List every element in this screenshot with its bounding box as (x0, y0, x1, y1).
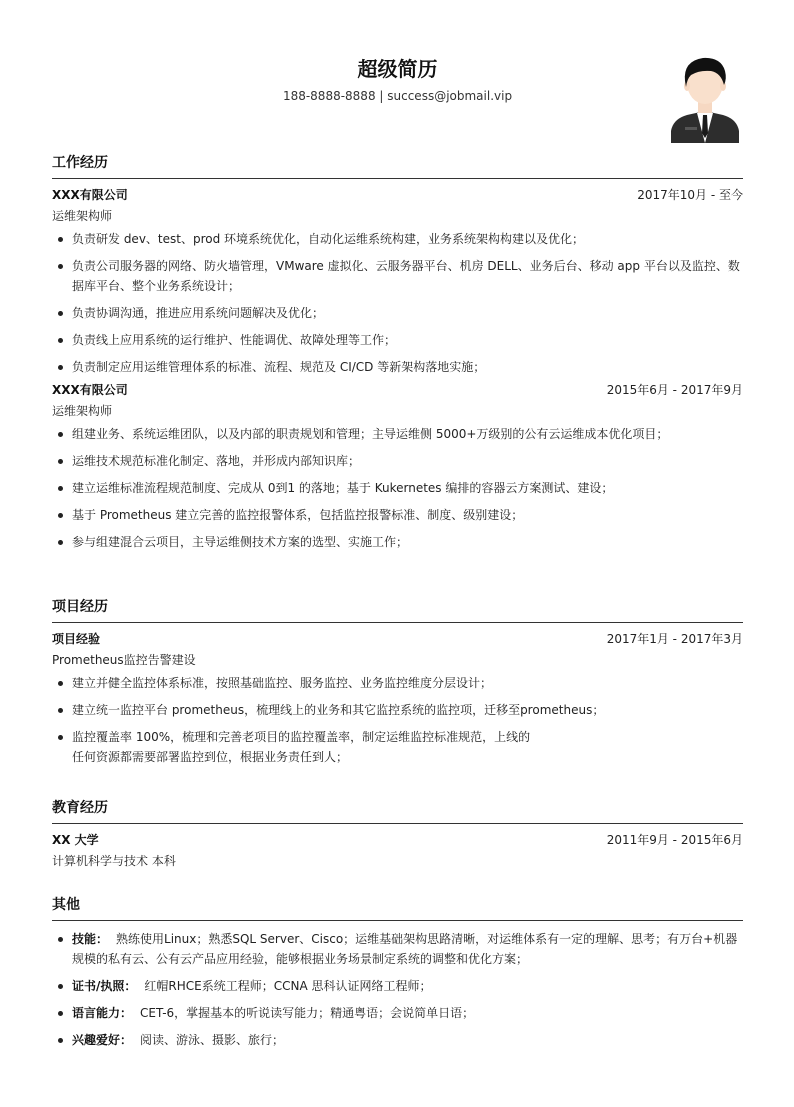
education-section (52, 797, 743, 870)
section-title: 其他 (52, 894, 743, 921)
item-text: 红帽RHCE系统工程师；CCNA 思科认证网络工程师； (144, 979, 432, 993)
avatar (669, 53, 741, 143)
work-entry (52, 380, 743, 552)
resume-name: 超级简历 (357, 57, 438, 81)
list-item (52, 976, 743, 996)
work-entry (52, 185, 743, 377)
entry-date: 2017年10月 - 至今 (637, 188, 743, 202)
list-item: 建立统一监控平台 prometheus，梳理线上的业务和其它监控系统的监控项，迁移至prometheus； (52, 700, 743, 720)
section-title: 工作经历 (52, 152, 743, 179)
list-item: 运维技术规范标准化制定、落地，并形成内部知识库； (52, 451, 743, 471)
list-item: 负责研发 dev、test、prod 环境系统优化，自动化运维系统构建，业务系统架构构建以及优化； (52, 229, 743, 249)
company-name: XXX有限公司 (52, 383, 128, 397)
list-item (52, 727, 743, 767)
work-duty-list (52, 424, 743, 552)
item-text: CET-6，掌握基本的听说读写能力；精通粤语；会说简单日语； (140, 1006, 475, 1020)
item-text: 阅读、游泳、摄影、旅行； (140, 1033, 285, 1047)
list-item-line: 任何资源都需要部署监控到位，根据业务责任到人； (72, 750, 349, 764)
project-section (52, 596, 743, 774)
major: 计算机科学与技术 本科 (52, 854, 176, 868)
list-item-line: 监控覆盖率 100%，梳理和完善老项目的监控覆盖率，制定运维监控标准规范，上线的 (72, 730, 531, 744)
list-item (52, 1003, 743, 1023)
project-item-list (52, 673, 743, 767)
school-name: XX 大学 (52, 833, 99, 847)
list-item: 负责线上应用系统的运行维护、性能调优、故障处理等工作； (52, 330, 743, 350)
work-section (52, 152, 743, 559)
avatar-person-icon (669, 53, 741, 143)
list-item: 负责公司服务器的网络、防火墙管理，VMware 虚拟化、云服务器平台、机房 DELL、业务后台、移动 app 平台以及监控、数据库平台、整个业务系统设计； (52, 256, 743, 296)
item-label: 证书/执照： (72, 979, 137, 993)
project-name: 项目经验 (52, 632, 101, 646)
project-role: Prometheus监控告警建设 (52, 653, 196, 667)
section-title: 教育经历 (52, 797, 743, 824)
entry-date: 2011年9月 - 2015年6月 (606, 833, 743, 847)
other-item-list (52, 929, 743, 1050)
job-role: 运维架构师 (52, 209, 113, 223)
company-name: XXX有限公司 (52, 188, 128, 202)
job-role: 运维架构师 (52, 404, 113, 418)
item-label: 兴趣爱好： (72, 1033, 133, 1047)
item-label: 语言能力： (72, 1006, 133, 1020)
list-item: 基于 Prometheus 建立完善的监控报警体系，包括监控报警标准、制度、级别建设； (52, 505, 743, 525)
list-item: 负责制定应用运维管理体系的标准、流程、规范及 CI/CD 等新架构落地实施； (52, 357, 743, 377)
entry-date: 2017年1月 - 2017年3月 (606, 632, 743, 646)
list-item (52, 929, 743, 969)
section-title: 项目经历 (52, 596, 743, 623)
list-item: 负责协调沟通，推进应用系统问题解决及优化； (52, 303, 743, 323)
item-label: 技能： (72, 932, 109, 946)
item-text: 熟练使用Linux；熟悉SQL Server、Cisco；运维基础架构思路清晰，对运维体系有一定的理解、思考；有万台+机器规模的私有云、公有云产品应用经验，能够根据业务场景制定系统的调整和优化方案； (72, 932, 738, 966)
list-item: 组建业务、系统运维团队，以及内部的职责规划和管理；主导运维侧 5000+万级别的公有云运维成本优化项目； (52, 424, 743, 444)
list-item: 参与组建混合云项目，主导运维侧技术方案的选型、实施工作； (52, 532, 743, 552)
list-item (52, 1030, 743, 1050)
list-item: 建立运维标准流程规范制度、完成从 0到1 的落地；基于 Kukernetes 编排的容器云方案测试、建设； (52, 478, 743, 498)
contact-info: 188-8888-8888 | success@jobmail.vip (282, 89, 513, 103)
list-item: 建立并健全监控体系标准，按照基础监控、服务监控、业务监控维度分层设计； (52, 673, 743, 693)
entry-date: 2015年6月 - 2017年9月 (606, 383, 743, 397)
other-section (52, 894, 743, 1057)
work-duty-list (52, 229, 743, 377)
